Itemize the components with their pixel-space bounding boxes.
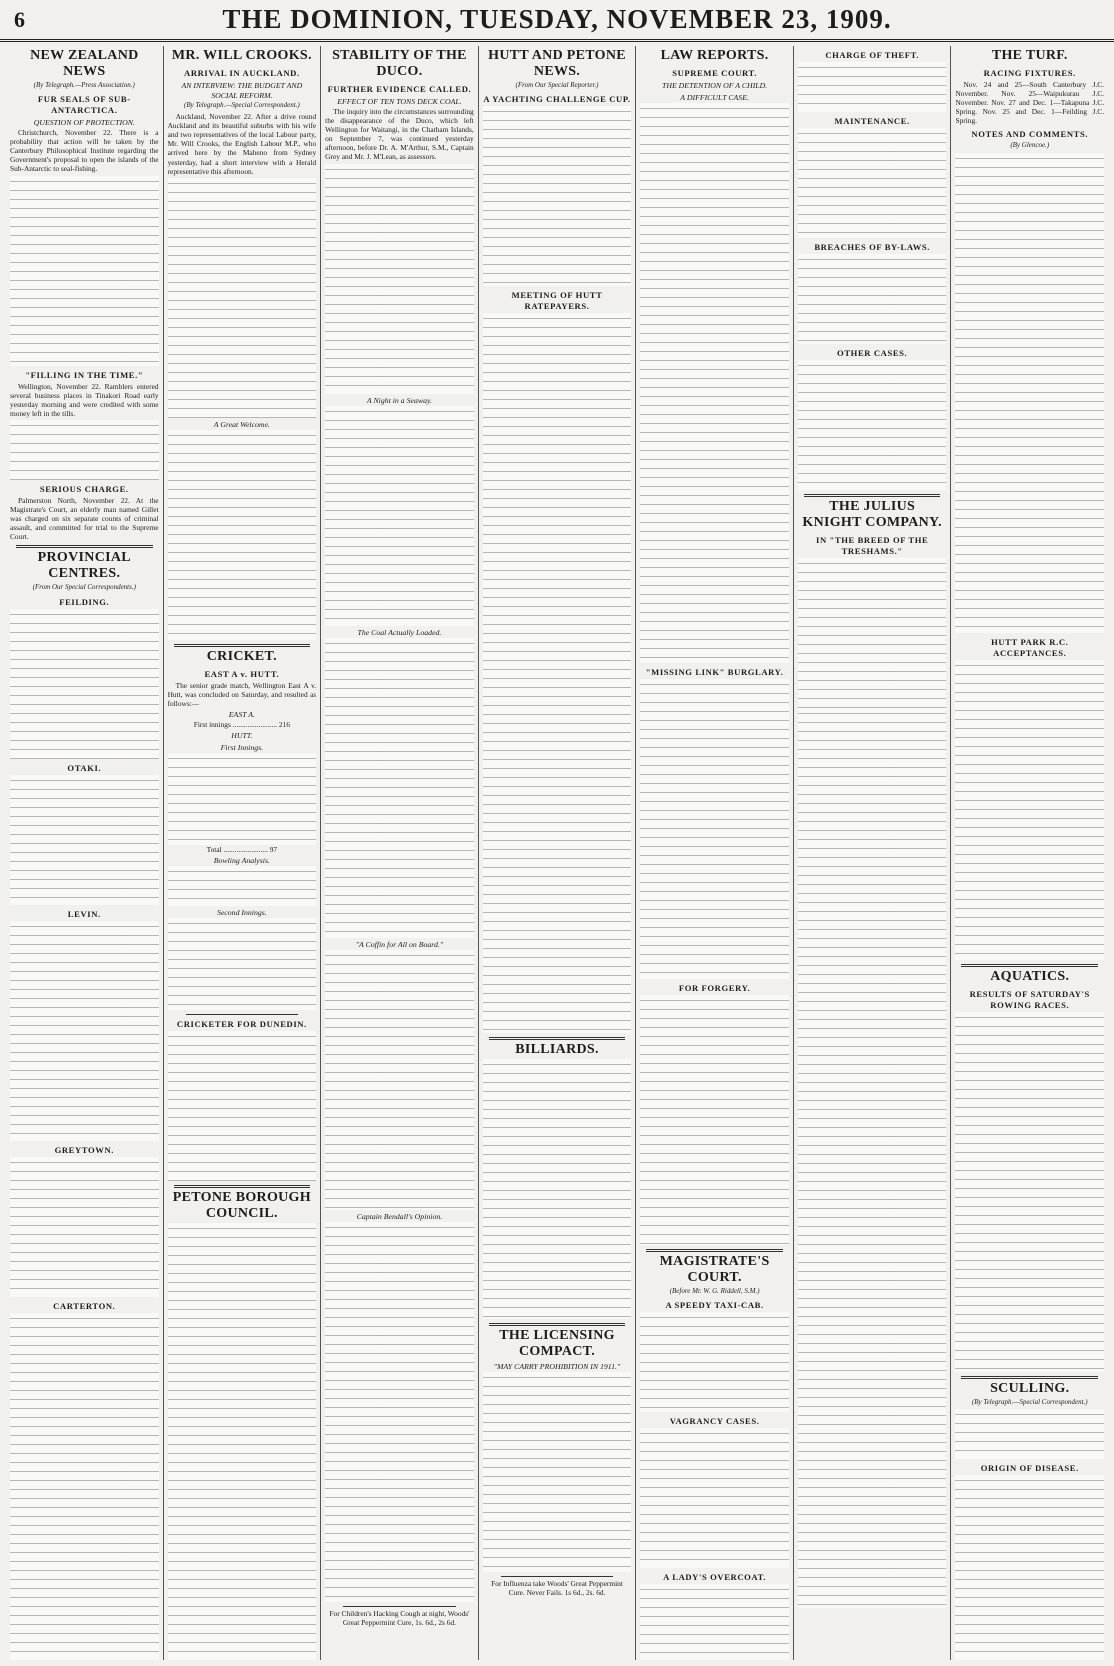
bowling-heading: Bowling Analysis. [213, 856, 270, 866]
subheading: SUPREME COURT. [672, 68, 757, 78]
article-text-block [955, 153, 1104, 633]
headline-billiards: BILLIARDS. [515, 1042, 599, 1058]
article-text-block [640, 1428, 789, 1568]
article-text-block [10, 775, 159, 905]
innings-score: 216 [278, 720, 291, 730]
headline-julius-knight-company: THE JULIUS KNIGHT COMPANY. [802, 499, 942, 530]
innings-heading: Second Innings. [216, 908, 267, 918]
column-6 [794, 46, 952, 1660]
article-text-block [10, 921, 159, 1141]
article-text: Wellington, November 22. Ramblers entered several business places in Tinakori Road early yesterday morning and were credited with some money left in the tills. [10, 381, 159, 418]
headline-hutt-and-petone-news: HUTT AND PETONE NEWS. [488, 48, 626, 79]
subheading: "FILLING IN THE TIME." [25, 369, 144, 380]
article-text-block [325, 950, 474, 1210]
subheading: LEVIN. [67, 908, 101, 919]
subheading: HUTT PARK R.C. ACCEPTANCES. [991, 636, 1069, 658]
total-line: Total ........................ 97 [206, 845, 278, 855]
article-text-block [10, 420, 159, 480]
divider [174, 1185, 311, 1188]
team-name: EAST A. [228, 710, 255, 720]
article-text-block [168, 178, 317, 418]
subheading: RESULTS OF SATURDAY'S ROWING RACES. [969, 988, 1090, 1010]
subheading: A Great Welcome. [213, 419, 270, 429]
subheading: A LADY'S OVERCOAT. [663, 1572, 767, 1583]
article-text-block [640, 1312, 789, 1412]
innings-heading: First Innings. [220, 743, 264, 753]
total-score: 97 [269, 845, 278, 855]
column-1 [6, 46, 164, 1660]
divider [174, 644, 311, 647]
subheading: ARRIVAL IN AUCKLAND. [184, 68, 300, 78]
headline-new-zealand-news: NEW ZEALAND NEWS [30, 48, 139, 79]
racing-fixtures: Nov. 24 and 25—South Canterbury J.C. November. Nov. 25—Waipukurau J.C. November. Nov. 27 and Dec. 1—Takapuna J.C. Spring. Nov. 25 and Dec. 1—Feilding J.C. Spring. [955, 80, 1105, 126]
divider [16, 545, 153, 548]
bowling-figures [168, 866, 317, 906]
divider [343, 1606, 456, 1607]
article-text-block [10, 1157, 159, 1297]
subheading: THE DETENTION OF A CHILD. [662, 81, 768, 90]
article-text-block [325, 638, 474, 938]
article-text-block [798, 128, 947, 238]
subheading: FUR SEALS OF SUB-ANTARCTICA. [37, 94, 131, 116]
subheading: MAINTENANCE. [834, 116, 910, 126]
column-3 [321, 46, 479, 1660]
article-text-block [168, 1223, 317, 1660]
byline: (Before Mr. W. G. Riddell, S.M.) [669, 1287, 760, 1295]
article-text: Auckland, November 22. After a drive round Auckland and its beautiful suburbs with his wife and two representatives of the local Labour party, Mr. Will Crooks, the English Labour M.P., who arrived here by the Maheno from Sydney yesterday, had a short interview with a Herald representative this afternoon. [167, 112, 317, 176]
acceptances-list [955, 660, 1104, 960]
page-columns [6, 46, 1108, 1660]
byline: (From Our Special Correspondents.) [32, 583, 136, 592]
innings-label: First innings [193, 720, 231, 730]
headline-aquatics: AQUATICS. [990, 968, 1070, 984]
subheading: FEILDING. [59, 596, 110, 607]
divider [804, 494, 941, 497]
subheading: RACING FIXTURES. [983, 68, 1076, 78]
article-text-block [955, 1409, 1104, 1459]
subheading: GREYTOWN. [54, 1144, 115, 1155]
byline: (By Glencoe.) [1010, 141, 1050, 150]
headline-the-turf: THE TURF. [991, 48, 1068, 63]
subheading: CARTERTON. [53, 1300, 116, 1311]
article-text-block [955, 1012, 1104, 1372]
article-text-block [168, 1031, 317, 1181]
headline-magistrates-court: MAGISTRATE'S COURT. [659, 1254, 770, 1285]
article-text-block [325, 1222, 474, 1602]
column-4 [479, 46, 637, 1660]
subheading: MEETING OF HUTT RATEPAYERS. [511, 290, 603, 312]
subheading: A YACHTING CHALLENGE CUP. [483, 94, 631, 105]
divider [961, 1376, 1098, 1379]
headline-will-crooks: MR. WILL CROOKS. [171, 48, 312, 63]
team-name: HUTT. [231, 731, 253, 741]
subheading: A Night in a Seaway. [366, 395, 432, 405]
byline: (By Telegraph.—Special Correspondent.) [971, 1397, 1088, 1406]
total-label: Total [206, 845, 222, 855]
headline-law-reports: LAW REPORTS. [660, 48, 769, 63]
article-text-block [10, 609, 159, 759]
article-text-block [483, 106, 632, 286]
article-text: Palmerston North, November 22. At the Magistrate's Court, an elderly man named Gillet was charged on six separate counts of criminal assault, and committed for trial to the Supreme Court. [10, 495, 159, 542]
article-text-block [798, 62, 947, 112]
article-text-block [168, 430, 317, 640]
article-text-block [10, 1313, 159, 1661]
batting-scores [168, 918, 317, 1010]
subheading: CHARGE OF THEFT. [825, 50, 920, 60]
cast-list [798, 558, 947, 708]
article-text-block [325, 406, 474, 626]
column-7 [951, 46, 1108, 1660]
article-text-block [798, 360, 947, 490]
headline-provincial-centres: PROVINCIAL CENTRES. [37, 550, 131, 582]
divider [489, 1037, 626, 1040]
article-text-block [640, 679, 789, 979]
subheading: OTAKI. [67, 762, 102, 773]
headline-stability-of-the-duco: STABILITY OF THE DUCO. [332, 48, 467, 79]
subheading: FURTHER EVIDENCE CALLED. [327, 84, 472, 94]
divider [646, 1249, 783, 1252]
article-text-block [798, 708, 947, 1608]
subheading: QUESTION OF PROTECTION. [33, 118, 135, 128]
subheading: IN "THE BREED OF THE TRESHAMS." [816, 535, 929, 556]
article-text: The inquiry into the circumstances surrounding the disappearance of the Duco, which left Wellington for Waitangi, in the Chatham Islands, on September 7, was continued yesterday afternoon, before Dr. A. M'Arthur, S.M., Captain Grey and Mr. J. M'Lean, as assessors. [325, 107, 474, 162]
article-text-block [483, 1372, 632, 1572]
newspaper-title: THE DOMINION, TUESDAY, NOVEMBER 23, 1909. [222, 4, 892, 34]
subheading: A DIFFICULT CASE. [680, 93, 749, 102]
headline-cricket: CRICKET. [206, 648, 277, 664]
article-text-block [640, 995, 789, 1245]
subheading: ORIGIN OF DISEASE. [980, 1462, 1079, 1473]
headline-petone-borough-council: PETONE BOROUGH COUNCIL. [172, 1190, 311, 1222]
byline: (By Telegraph.—Special Correspondent.) [183, 101, 300, 109]
article-text-block [955, 1475, 1104, 1660]
subheading: EFFECT OF TEN TONS DECK COAL. [337, 97, 462, 106]
subheading: "MAY CARRY PROHIBITION IN 1911." [493, 1362, 621, 1372]
subheading: "MISSING LINK" BURGLARY. [645, 667, 784, 677]
divider [186, 1014, 299, 1015]
subheading: OTHER CASES. [837, 348, 908, 358]
byline: (From Our Special Reporter.) [515, 81, 599, 89]
column-5 [636, 46, 794, 1660]
article-text: The senior grade match, Wellington East A v. Hutt, was concluded on Saturday, and resulted as follows:— [167, 680, 317, 708]
divider [961, 964, 1098, 967]
masthead [0, 0, 1114, 42]
page-number: 6 [14, 6, 25, 32]
subheading: SERIOUS CHARGE. [39, 483, 129, 494]
batting-scores [168, 753, 317, 845]
article-text-block [325, 164, 474, 394]
divider [501, 1576, 614, 1577]
article-text-block [483, 1059, 632, 1319]
headline-sculling: SCULLING. [990, 1380, 1070, 1396]
column-2 [164, 46, 322, 1660]
subheading: The Coal Actually Loaded. [357, 627, 442, 637]
headline-licensing-compact: THE LICENSING COMPACT. [499, 1328, 615, 1360]
subheading: FOR FORGERY. [678, 983, 751, 993]
subheading: BREACHES OF BY-LAWS. [814, 242, 931, 252]
subheading: AN INTERVIEW: THE BUDGET AND SOCIAL REFORM. [181, 81, 303, 100]
advertisement: For Children's Hacking Cough at night, Woods' Great Peppermint Cure, 1s. 6d., 2s 6d. [329, 1608, 470, 1627]
article-text: Christchurch, November 22. There is a probability that action will be taken by the Canterbury Philosophical Institute regarding the Government's proposal to open the islands of the Sub-Antarctic to seal-fishing. [10, 128, 159, 174]
subheading: CRICKETER FOR DUNEDIN. [176, 1019, 307, 1030]
byline: (By Telegraph.—Press Association.) [33, 81, 135, 89]
score-line: First innings ........................ 216 [193, 720, 291, 730]
article-text-block [483, 313, 632, 1033]
subheading: A SPEEDY TAXI-CAB. [665, 1300, 764, 1311]
subheading: EAST A v. HUTT. [204, 668, 280, 679]
article-text-block [640, 1584, 789, 1660]
subheading: VAGRANCY CASES. [669, 1416, 760, 1427]
article-text-block [798, 254, 947, 344]
divider [489, 1323, 626, 1326]
advertisement: For Influenza take Woods' Great Peppermint Cure. Never Fails. 1s 6d., 2s. 6d. [491, 1579, 623, 1598]
subheading: "A Coffin for All on Board." [355, 939, 444, 949]
subheading: Captain Bendall's Opinion. [356, 1211, 443, 1221]
article-text-block [640, 103, 789, 663]
article-text-block [10, 176, 159, 366]
subheading: NOTES AND COMMENTS. [971, 129, 1089, 140]
